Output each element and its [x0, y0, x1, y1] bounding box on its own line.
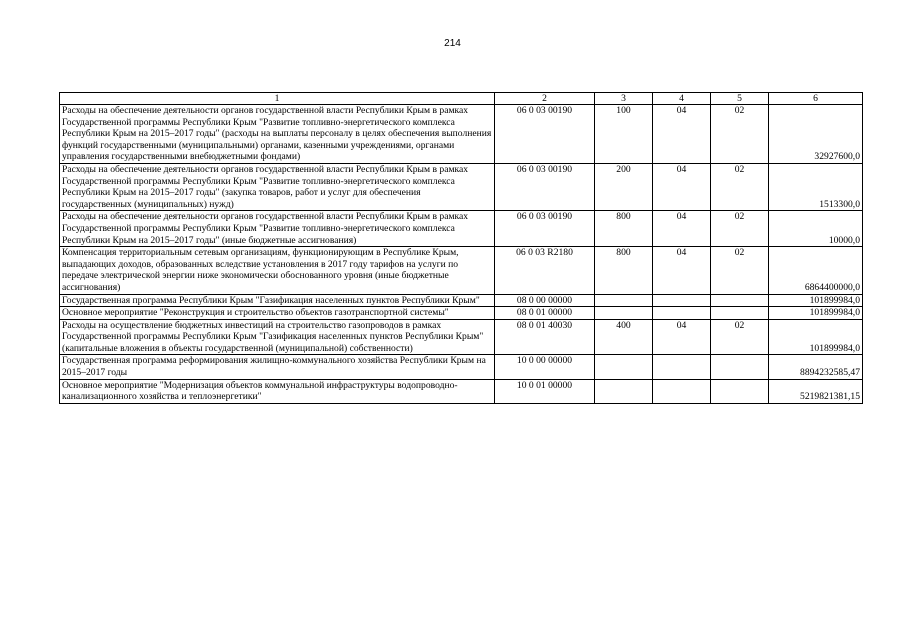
- row-description: Расходы на обеспечение деятельности органов государственной власти Республики Крым в рамках Государственной программы Республики Крым "Развитие топливно-энергетического комплекса Республики Крым на 2015–2017 годы" (расходы на выплаты персоналу в целях обеспечения выполнения функций государственными (муниципальными) органами, казенными учреждениями, органами управления государственными внебюджетными фондами): [60, 105, 495, 164]
- row-expense-type: 100: [595, 105, 653, 164]
- budget-table: [59, 92, 863, 404]
- column-header-1: 1: [60, 93, 495, 105]
- row-subsection: 02: [711, 163, 769, 210]
- table-row: [60, 247, 863, 294]
- row-amount: 101899984,0: [769, 294, 863, 307]
- row-expense-type: [595, 355, 653, 379]
- row-amount: 32927600,0: [769, 105, 863, 164]
- column-header-5: 5: [711, 93, 769, 105]
- row-description: Основное мероприятие "Модернизация объектов коммунальной инфраструктуры водопроводно-канализационного хозяйства и теплоэнергетики": [60, 379, 495, 403]
- column-header-2: 2: [495, 93, 595, 105]
- row-amount: 5219821381,15: [769, 379, 863, 403]
- row-section: 04: [653, 105, 711, 164]
- row-subsection: 02: [711, 247, 769, 294]
- row-description: Расходы на обеспечение деятельности органов государственной власти Республики Крым в рамках Государственной программы Республики Крым "Развитие топливно-энергетического комплекса Республики Крым на 2015–2017 годы" (иные бюджетные ассигнования): [60, 211, 495, 247]
- table-row: [60, 355, 863, 379]
- column-header-6: 6: [769, 93, 863, 105]
- table-row: [60, 163, 863, 210]
- row-subsection: [711, 307, 769, 320]
- row-description: Компенсация территориальным сетевым организациям, функционирующим в Республике Крым, выпадающих доходов, образованных вследствие установления в 2017 году тарифов на услуги по передаче электрической энергии ниже экономически обоснованного уровня (иные бюджетные ассигнования): [60, 247, 495, 294]
- row-subsection: 02: [711, 211, 769, 247]
- row-subsection: [711, 379, 769, 403]
- row-section: [653, 379, 711, 403]
- row-target-code: 10 0 00 00000: [495, 355, 595, 379]
- row-section: 04: [653, 319, 711, 355]
- page-number: 214: [444, 38, 461, 49]
- table-row: [60, 319, 863, 355]
- row-target-code: 06 0 03 R2180: [495, 247, 595, 294]
- column-header-3: 3: [595, 93, 653, 105]
- row-subsection: [711, 294, 769, 307]
- table-row: [60, 294, 863, 307]
- table-row: [60, 307, 863, 320]
- row-amount: 8894232585,47: [769, 355, 863, 379]
- row-target-code: 06 0 03 00190: [495, 163, 595, 210]
- row-expense-type: [595, 379, 653, 403]
- row-section: 04: [653, 211, 711, 247]
- row-description: Государственная программа Республики Крым "Газификация населенных пунктов Республики Крым": [60, 294, 495, 307]
- row-target-code: 08 0 01 00000: [495, 307, 595, 320]
- row-section: 04: [653, 247, 711, 294]
- row-section: 04: [653, 163, 711, 210]
- row-expense-type: 200: [595, 163, 653, 210]
- row-target-code: 06 0 03 00190: [495, 105, 595, 164]
- header-row: [60, 93, 863, 105]
- table-row: [60, 211, 863, 247]
- row-expense-type: [595, 294, 653, 307]
- table-row: [60, 379, 863, 403]
- row-description: Расходы на обеспечение деятельности органов государственной власти Республики Крым в рамках Государственной программы Республики Крым "Развитие топливно-энергетического комплекса Республики Крым на 2015–2017 годы" (закупка товаров, работ и услуг для обеспечения государственных (муниципальных) нужд): [60, 163, 495, 210]
- row-description: Расходы на осуществление бюджетных инвестиций на строительство газопроводов в рамках Государственной программы Республики Крым "Газификация населенных пунктов Республики Крым" (капитальные вложения в объекты государственной (муниципальной) собственности): [60, 319, 495, 355]
- row-amount: 101899984,0: [769, 307, 863, 320]
- row-amount: 1513300,0: [769, 163, 863, 210]
- row-expense-type: [595, 307, 653, 320]
- row-expense-type: 400: [595, 319, 653, 355]
- row-target-code: 08 0 01 40030: [495, 319, 595, 355]
- row-section: [653, 355, 711, 379]
- row-amount: 101899984,0: [769, 319, 863, 355]
- row-amount: 6864400000,0: [769, 247, 863, 294]
- row-section: [653, 294, 711, 307]
- row-description: Государственная программа реформирования жилищно-коммунального хозяйства Республики Крым на 2015–2017 годы: [60, 355, 495, 379]
- row-description: Основное мероприятие "Реконструкция и строительство объектов газотранспортной системы": [60, 307, 495, 320]
- row-subsection: [711, 355, 769, 379]
- row-amount: 10000,0: [769, 211, 863, 247]
- row-expense-type: 800: [595, 211, 653, 247]
- table-row: [60, 105, 863, 164]
- row-subsection: 02: [711, 319, 769, 355]
- row-expense-type: 800: [595, 247, 653, 294]
- row-subsection: 02: [711, 105, 769, 164]
- row-target-code: 08 0 00 00000: [495, 294, 595, 307]
- row-target-code: 10 0 01 00000: [495, 379, 595, 403]
- row-target-code: 06 0 03 00190: [495, 211, 595, 247]
- row-section: [653, 307, 711, 320]
- column-header-4: 4: [653, 93, 711, 105]
